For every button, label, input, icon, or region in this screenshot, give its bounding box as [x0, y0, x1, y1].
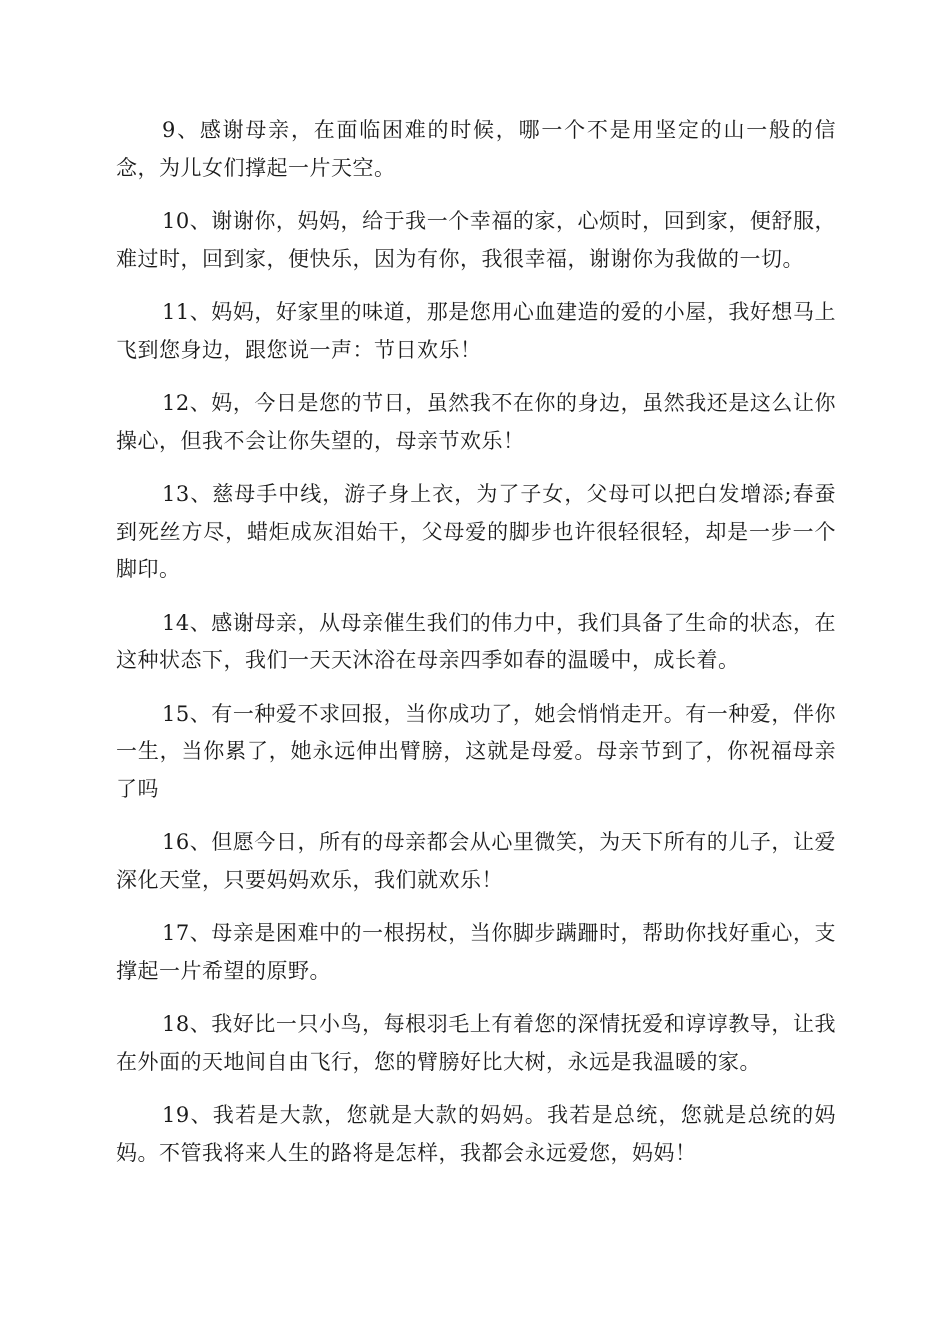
document-body — [116, 112, 836, 1188]
paragraph-17: 17、母亲是困难中的一根拐杖，当你脚步蹒跚时，帮助你找好重心，支撑起一片希望的原野。 — [116, 921, 836, 983]
paragraph-14: 14、感谢母亲，从母亲催生我们的伟力中，我们具备了生命的状态，在这种状态下，我们一天天沐浴在母亲四季如春的温暖中，成长着。 — [116, 610, 836, 672]
paragraph-15: 15、有一种爱不求回报，当你成功了，她会悄悄走开。有一种爱，伴你一生，当你累了，她永远伸出臂膀，这就是母爱。母亲节到了，你祝福母亲了吗 — [116, 701, 836, 801]
paragraph-19: 19、我若是大款，您就是大款的妈妈。我若是总统，您就是总统的妈妈。不管我将来人生的路将是怎样，我都会永远爱您，妈妈！ — [116, 1103, 836, 1165]
paragraph-16: 16、但愿今日，所有的母亲都会从心里微笑，为天下所有的儿子，让爱深化天堂，只要妈妈欢乐，我们就欢乐！ — [116, 830, 836, 892]
paragraph-12: 12、妈，今日是您的节日，虽然我不在你的身边，虽然我还是这么让你操心，但我不会让你失望的，母亲节欢乐！ — [116, 391, 836, 453]
paragraph-10: 10、谢谢你，妈妈，给于我一个幸福的家，心烦时，回到家，便舒服，难过时，回到家，便快乐，因为有你，我很幸福，谢谢你为我做的一切。 — [116, 209, 836, 271]
paragraph-18: 18、我好比一只小鸟，每根羽毛上有着您的深情抚爱和谆谆教导，让我在外面的天地间自由飞行，您的臂膀好比大树，永远是我温暖的家。 — [116, 1012, 836, 1074]
paragraph-9: 9、感谢母亲，在面临困难的时候，哪一个不是用坚定的山一般的信念，为儿女们撑起一片天空。 — [116, 118, 836, 180]
paragraph-13: 13、慈母手中线，游子身上衣，为了子女，父母可以把白发增添;春蚕到死丝方尽，蜡炬成灰泪始干，父母爱的脚步也许很轻很轻，却是一步一个脚印。 — [116, 482, 836, 581]
paragraph-11: 11、妈妈，好家里的味道，那是您用心血建造的爱的小屋，我好想马上飞到您身边，跟您说一声：节日欢乐！ — [116, 300, 836, 362]
